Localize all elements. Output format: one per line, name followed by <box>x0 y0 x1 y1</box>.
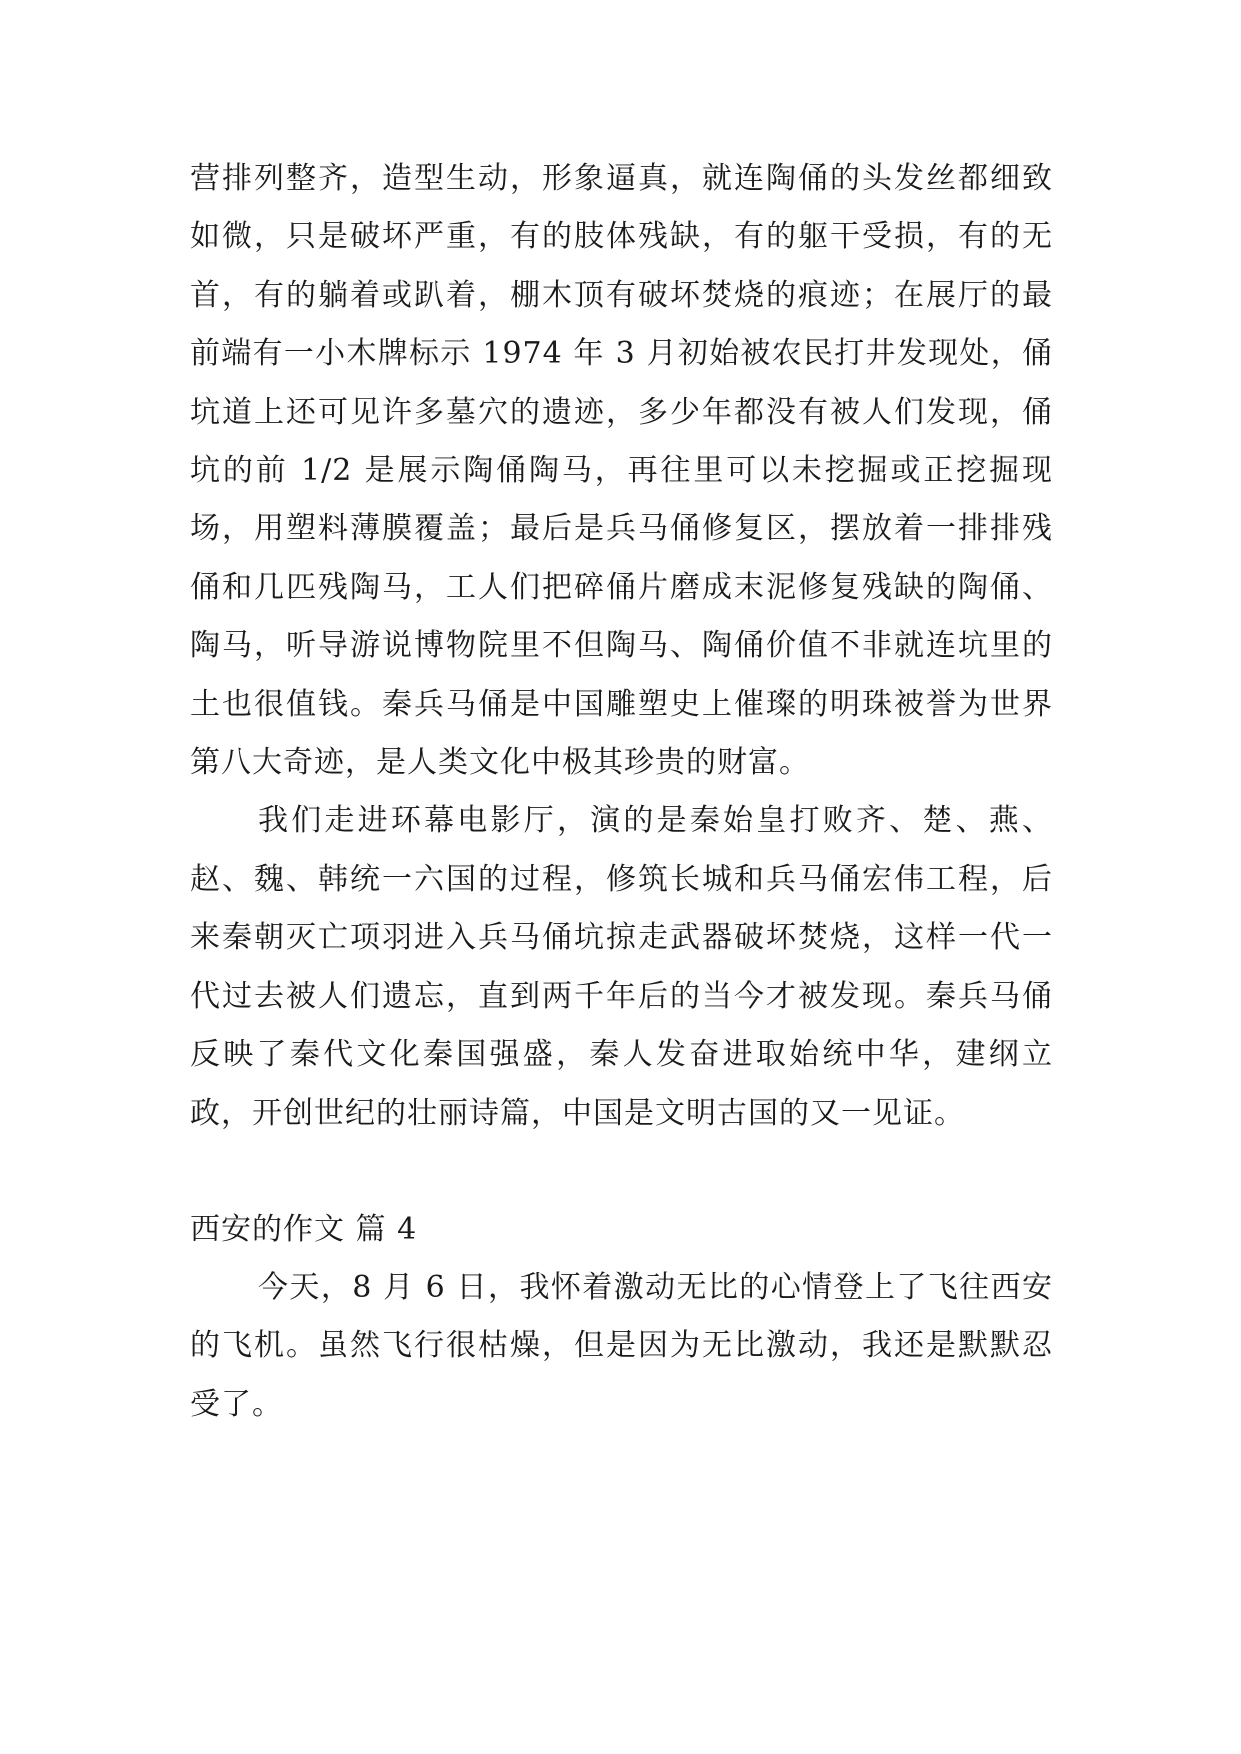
paragraph-flight: 今天，8 月 6 日，我怀着激动无比的心情登上了飞往西安的飞机。虽然飞行很枯燥，但是因为无比激动，我还是默默忍受了。 <box>190 1269 1053 1422</box>
paragraph-cinema-hall: 我们走进环幕电影厅，演的是秦始皇打败齐、楚、燕、赵、魏、韩统一六国的过程，修筑长城和兵马俑宏伟工程，后来秦朝灭亡项羽进入兵马俑坑掠走武器破坏焚烧，这样一代一代过去被人们遗忘，直到两千年后的当今才被发现。秦兵马俑反映了秦代文化秦国强盛，秦人发奋进取始统中华，建纲立政，开创世纪的壮丽诗篇，中国是文明古国的又一见证。 <box>190 803 1053 1131</box>
section-heading: 西安的作文 篇 4 <box>190 1211 418 1247</box>
document-page <box>190 150 1053 1434</box>
paragraph-terracotta-pits: 营排列整齐，造型生动，形象逼真，就连陶俑的头发丝都细致如微，只是破坏严重，有的肢体残缺，有的躯干受损，有的无首，有的躺着或趴着，棚木顶有破坏焚烧的痕迹；在展厅的最前端有一小木牌标示 1974 年 3 月初始被农民打井发现处，俑坑道上还可见许多墓穴的遗迹，多少年都没有被人们发现，俑坑的前 1/2 是展示陶俑陶马，再往里可以未挖掘或正挖掘现场，用塑料薄膜覆盖；最后是兵马俑修复区，摆放着一排排残俑和几匹残陶马，工人们把碎俑片磨成末泥修复残缺的陶俑、陶马，听导游说博物院里不但陶马、陶俑价值不非就连坑里的土也很值钱。秦兵马俑是中国雕塑史上催璨的明珠被誉为世界第八大奇迹，是人类文化中极其珍贵的财富。 <box>190 161 1053 781</box>
